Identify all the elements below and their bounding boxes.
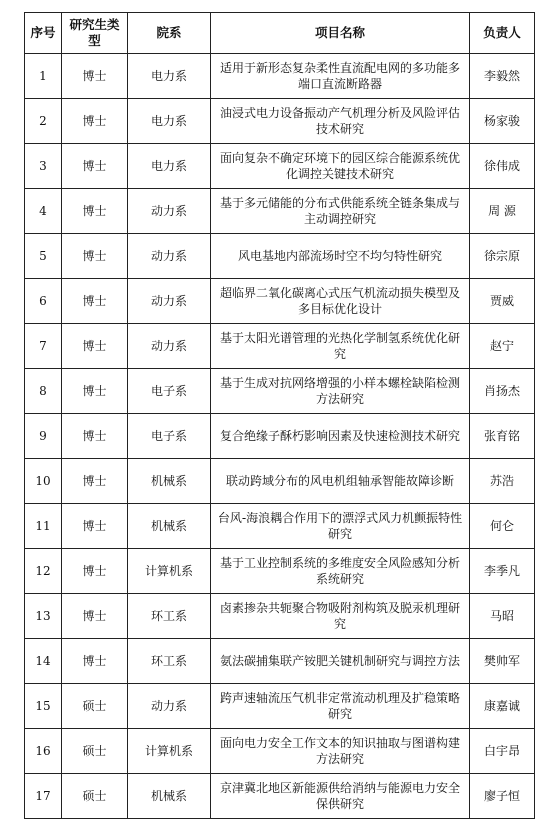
table-row bbox=[25, 594, 535, 639]
table-row bbox=[25, 189, 535, 234]
cell-department: 环工系 bbox=[128, 594, 211, 639]
table-row bbox=[25, 144, 535, 189]
cell-project-name: 卤素掺杂共轭聚合物吸附剂构筑及脱汞机理研究 bbox=[211, 594, 470, 639]
cell-student-type: 博士 bbox=[62, 504, 128, 549]
header-no: 序号 bbox=[25, 13, 62, 54]
cell-no: 12 bbox=[25, 549, 62, 594]
cell-department: 机械系 bbox=[128, 459, 211, 504]
cell-department: 电子系 bbox=[128, 414, 211, 459]
cell-department: 机械系 bbox=[128, 774, 211, 819]
cell-leader: 康嘉诚 bbox=[470, 684, 535, 729]
cell-leader: 樊帅军 bbox=[470, 639, 535, 684]
header-department: 院系 bbox=[128, 13, 211, 54]
table-row bbox=[25, 414, 535, 459]
table-row bbox=[25, 459, 535, 504]
cell-project-name: 跨声速轴流压气机非定常流动机理及扩稳策略研究 bbox=[211, 684, 470, 729]
cell-student-type: 博士 bbox=[62, 414, 128, 459]
cell-leader: 徐宗原 bbox=[470, 234, 535, 279]
table-row bbox=[25, 639, 535, 684]
cell-department: 电力系 bbox=[128, 99, 211, 144]
cell-no: 16 bbox=[25, 729, 62, 774]
cell-leader: 赵宁 bbox=[470, 324, 535, 369]
cell-no: 4 bbox=[25, 189, 62, 234]
cell-department: 环工系 bbox=[128, 639, 211, 684]
cell-leader: 徐伟成 bbox=[470, 144, 535, 189]
header-student-type: 研究生类型 bbox=[62, 13, 128, 54]
cell-leader: 肖扬杰 bbox=[470, 369, 535, 414]
cell-student-type: 博士 bbox=[62, 279, 128, 324]
cell-no: 11 bbox=[25, 504, 62, 549]
cell-no: 15 bbox=[25, 684, 62, 729]
table-row bbox=[25, 54, 535, 99]
cell-leader: 李毅然 bbox=[470, 54, 535, 99]
cell-project-name: 适用于新形态复杂柔性直流配电网的多功能多端口直流断路器 bbox=[211, 54, 470, 99]
cell-no: 9 bbox=[25, 414, 62, 459]
header-leader: 负责人 bbox=[470, 13, 535, 54]
cell-leader: 廖子恒 bbox=[470, 774, 535, 819]
table-row bbox=[25, 369, 535, 414]
cell-student-type: 博士 bbox=[62, 54, 128, 99]
cell-project-name: 基于太阳光谱管理的光热化学制氢系统优化研究 bbox=[211, 324, 470, 369]
table-row bbox=[25, 234, 535, 279]
cell-no: 8 bbox=[25, 369, 62, 414]
table-body bbox=[25, 54, 535, 819]
cell-student-type: 硕士 bbox=[62, 774, 128, 819]
cell-student-type: 博士 bbox=[62, 369, 128, 414]
cell-department: 动力系 bbox=[128, 234, 211, 279]
table-row bbox=[25, 279, 535, 324]
cell-student-type: 博士 bbox=[62, 594, 128, 639]
cell-leader: 何仑 bbox=[470, 504, 535, 549]
cell-no: 1 bbox=[25, 54, 62, 99]
cell-student-type: 博士 bbox=[62, 234, 128, 279]
cell-leader: 杨家骏 bbox=[470, 99, 535, 144]
cell-leader: 白宇昂 bbox=[470, 729, 535, 774]
cell-leader: 张育铭 bbox=[470, 414, 535, 459]
cell-project-name: 风电基地内部流场时空不均匀特性研究 bbox=[211, 234, 470, 279]
table-row bbox=[25, 324, 535, 369]
cell-no: 10 bbox=[25, 459, 62, 504]
cell-project-name: 超临界二氧化碳离心式压气机流动损失模型及多目标优化设计 bbox=[211, 279, 470, 324]
cell-no: 2 bbox=[25, 99, 62, 144]
cell-no: 3 bbox=[25, 144, 62, 189]
cell-leader: 周 源 bbox=[470, 189, 535, 234]
cell-department: 机械系 bbox=[128, 504, 211, 549]
cell-student-type: 博士 bbox=[62, 324, 128, 369]
cell-department: 计算机系 bbox=[128, 549, 211, 594]
cell-project-name: 氨法碳捕集联产铵肥关键机制研究与调控方法 bbox=[211, 639, 470, 684]
cell-project-name: 油浸式电力设备振动产气机理分析及风险评估技术研究 bbox=[211, 99, 470, 144]
cell-department: 电力系 bbox=[128, 144, 211, 189]
cell-leader: 李季凡 bbox=[470, 549, 535, 594]
cell-student-type: 博士 bbox=[62, 99, 128, 144]
table-row bbox=[25, 99, 535, 144]
cell-project-name: 联动跨域分布的风电机组轴承智能故障诊断 bbox=[211, 459, 470, 504]
table-row bbox=[25, 549, 535, 594]
cell-department: 动力系 bbox=[128, 279, 211, 324]
cell-department: 电子系 bbox=[128, 369, 211, 414]
cell-student-type: 博士 bbox=[62, 189, 128, 234]
table-row bbox=[25, 684, 535, 729]
cell-no: 17 bbox=[25, 774, 62, 819]
cell-leader: 苏浩 bbox=[470, 459, 535, 504]
cell-department: 电力系 bbox=[128, 54, 211, 99]
table-row bbox=[25, 729, 535, 774]
table-row bbox=[25, 774, 535, 819]
cell-no: 5 bbox=[25, 234, 62, 279]
cell-student-type: 博士 bbox=[62, 639, 128, 684]
table-row bbox=[25, 504, 535, 549]
cell-student-type: 硕士 bbox=[62, 684, 128, 729]
cell-no: 6 bbox=[25, 279, 62, 324]
cell-student-type: 博士 bbox=[62, 144, 128, 189]
cell-project-name: 基于生成对抗网络增强的小样本螺栓缺陷检测方法研究 bbox=[211, 369, 470, 414]
cell-no: 14 bbox=[25, 639, 62, 684]
cell-department: 计算机系 bbox=[128, 729, 211, 774]
cell-project-name: 面向复杂不确定环境下的园区综合能源系统优化调控关键技术研究 bbox=[211, 144, 470, 189]
cell-no: 7 bbox=[25, 324, 62, 369]
cell-project-name: 面向电力安全工作文本的知识抽取与图谱构建方法研究 bbox=[211, 729, 470, 774]
cell-project-name: 基于工业控制系统的多维度安全风险感知分析系统研究 bbox=[211, 549, 470, 594]
cell-student-type: 硕士 bbox=[62, 729, 128, 774]
project-table bbox=[24, 12, 535, 819]
cell-leader: 马昭 bbox=[470, 594, 535, 639]
cell-student-type: 博士 bbox=[62, 549, 128, 594]
cell-project-name: 复合绝缘子酥朽影响因素及快速检测技术研究 bbox=[211, 414, 470, 459]
header-row bbox=[25, 13, 535, 54]
header-project-name: 项目名称 bbox=[211, 13, 470, 54]
cell-department: 动力系 bbox=[128, 684, 211, 729]
cell-project-name: 基于多元储能的分布式供能系统全链条集成与主动调控研究 bbox=[211, 189, 470, 234]
cell-department: 动力系 bbox=[128, 189, 211, 234]
cell-student-type: 博士 bbox=[62, 459, 128, 504]
cell-department: 动力系 bbox=[128, 324, 211, 369]
cell-project-name: 京津冀北地区新能源供给消纳与能源电力安全保供研究 bbox=[211, 774, 470, 819]
cell-project-name: 台风-海浪耦合作用下的漂浮式风力机颤振特性研究 bbox=[211, 504, 470, 549]
cell-no: 13 bbox=[25, 594, 62, 639]
cell-leader: 贾威 bbox=[470, 279, 535, 324]
